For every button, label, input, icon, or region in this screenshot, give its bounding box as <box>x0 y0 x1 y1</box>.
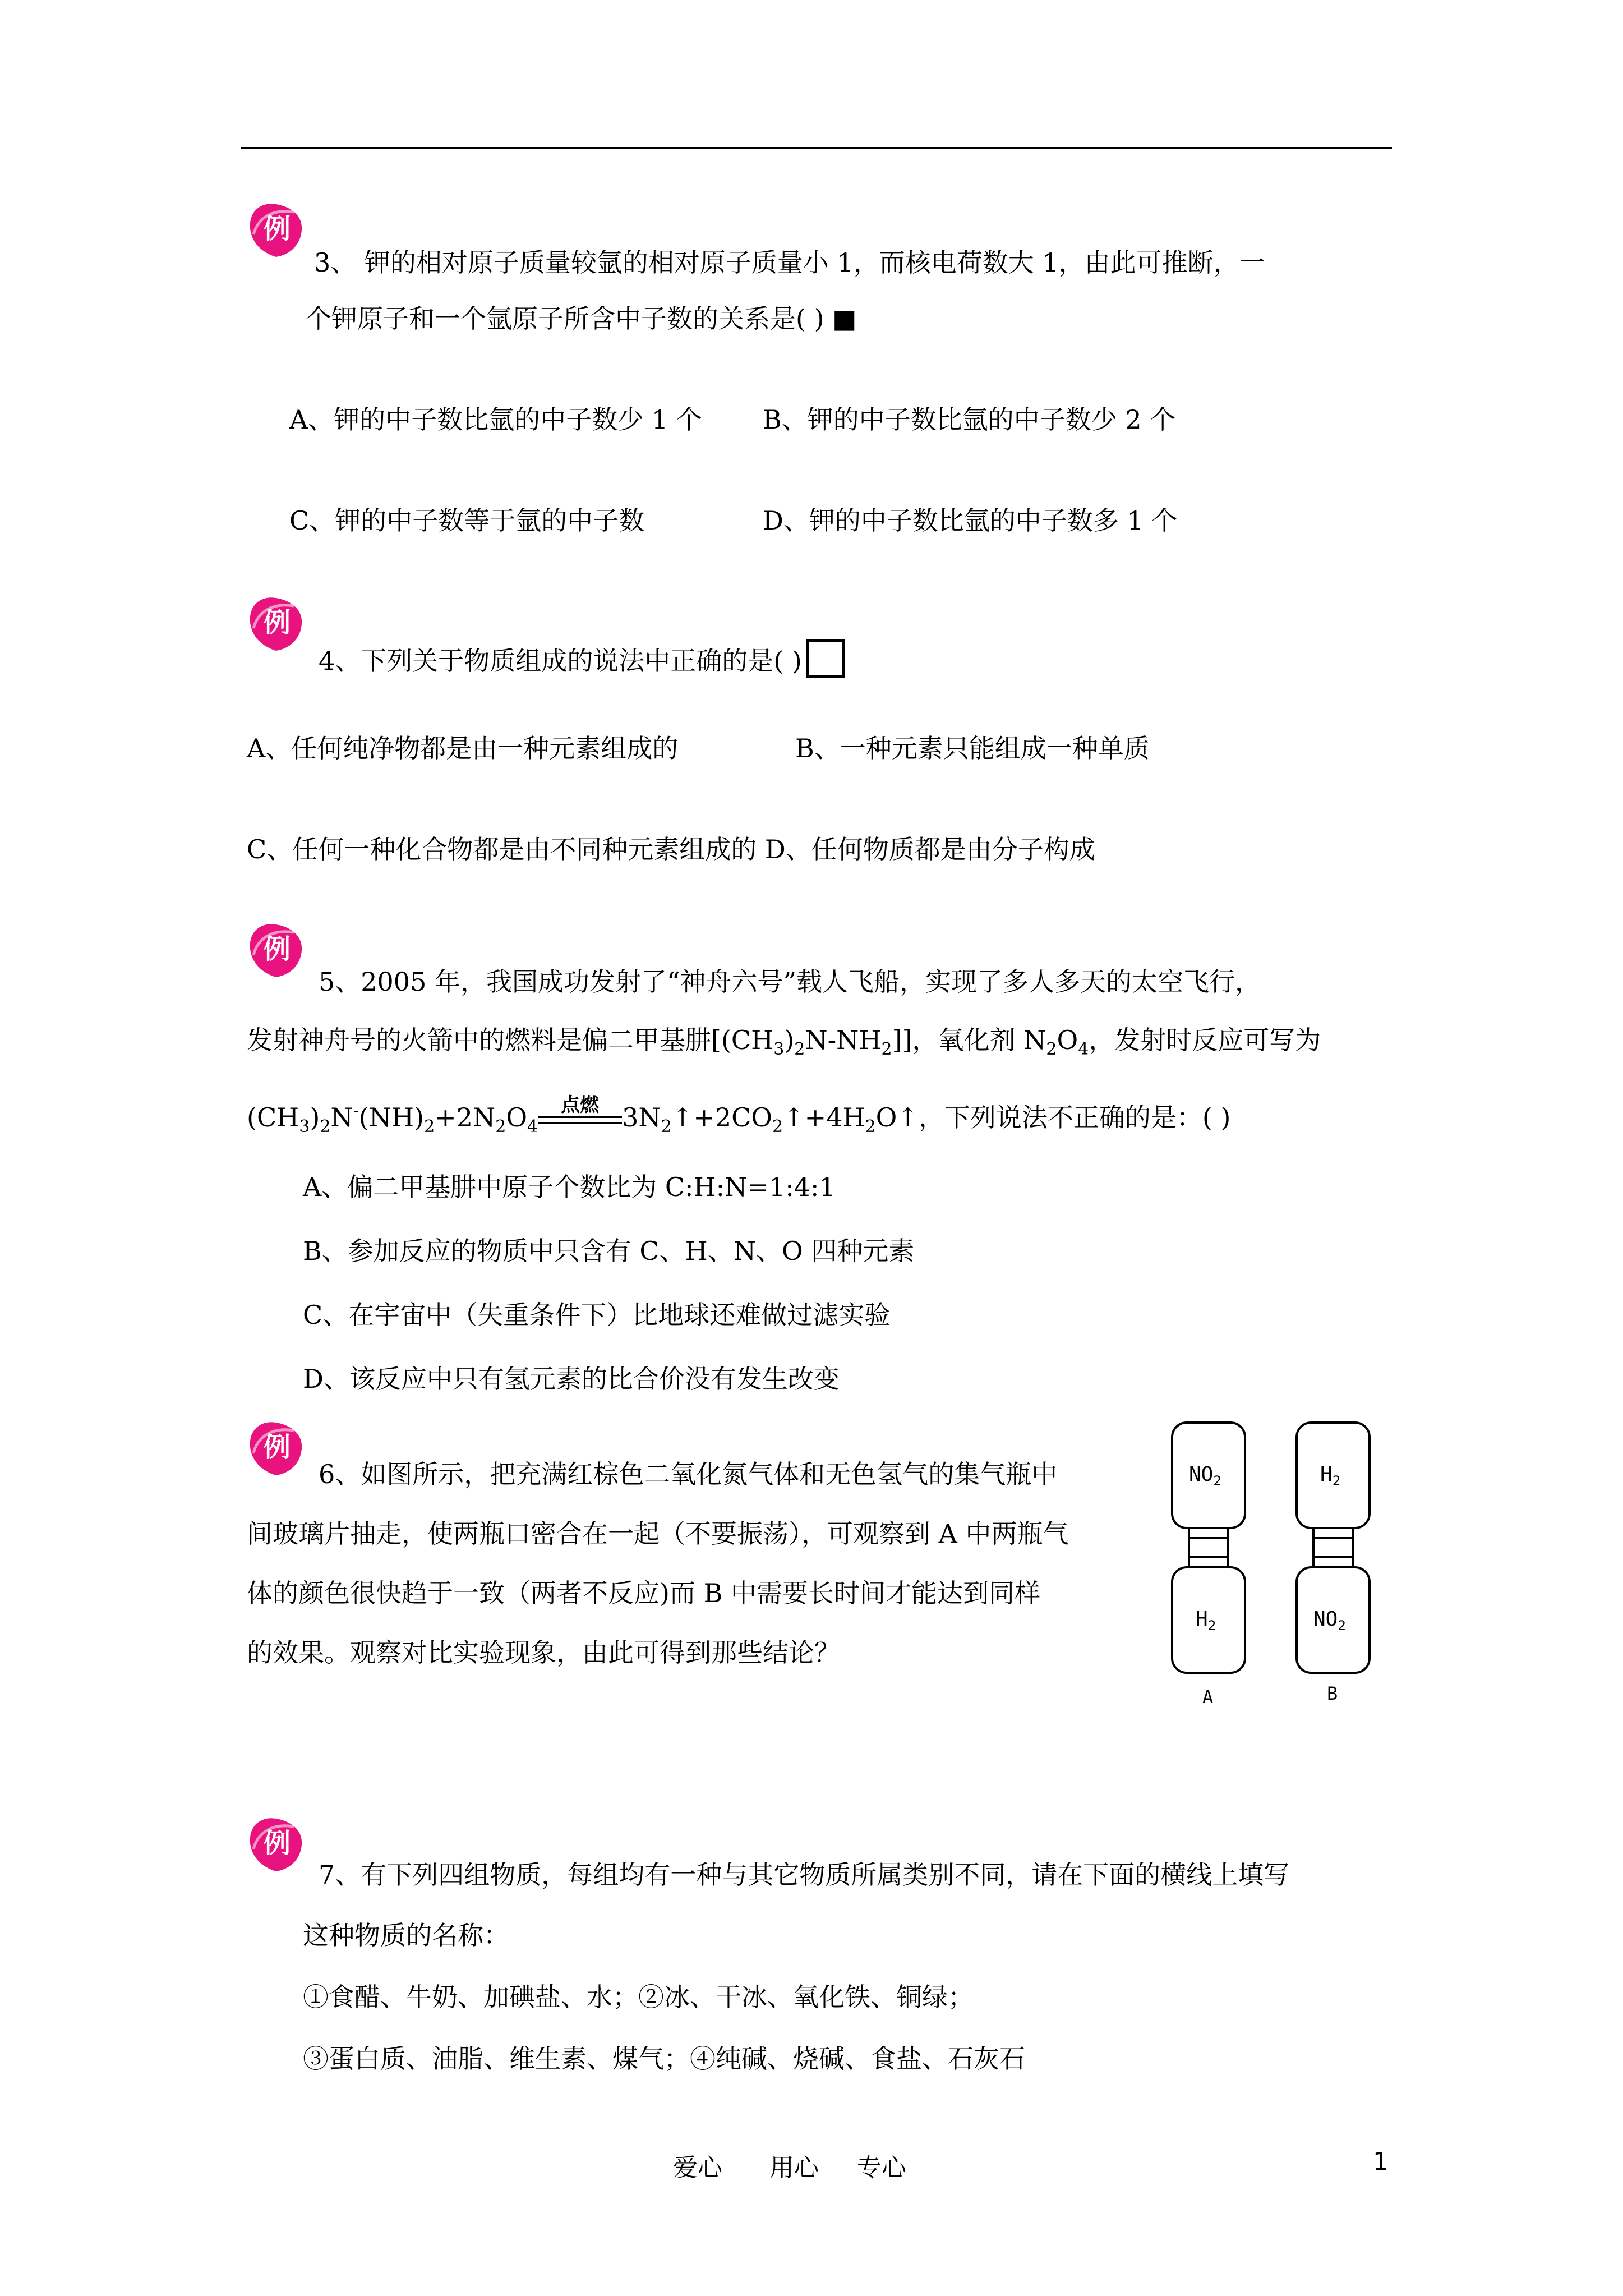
svg-text:例: 例 <box>263 213 291 245</box>
label-a: A <box>1202 1686 1214 1708</box>
eq-text: (CH <box>247 1102 299 1133</box>
eq-sub: 2 <box>772 1117 783 1137</box>
q3-stem-line1: 3、 钾的相对原子质量较氩的相对原子质量小 1，而核电荷数大 1，由此可推断，一 <box>314 247 1265 278</box>
q5-option-d: D、该反应中只有氢元素的比合价没有发生改变 <box>303 1364 840 1394</box>
q5-sub: 2 <box>794 1039 805 1059</box>
q5-equation <box>247 1094 1231 1137</box>
q5-sub: 2 <box>881 1039 892 1059</box>
eq-text: N <box>330 1102 353 1133</box>
q4-option-b: B、一种元素只能组成一种单质 <box>795 733 1150 763</box>
eq-text: O↑，下列说法不正确的是：( ) <box>875 1102 1231 1133</box>
q5-text: O <box>1057 1025 1078 1055</box>
eq-sub: 2 <box>320 1117 331 1137</box>
footer-motto-2: 用心 <box>769 2154 819 2182</box>
q4-stem <box>319 639 845 678</box>
svg-text:例: 例 <box>263 1828 291 1859</box>
b-bottom-gas: $NO_2$ <box>1313 1608 1346 1634</box>
example-badge-icon <box>247 201 305 259</box>
condition-text: 点燃 <box>561 1094 600 1116</box>
eq-sup: - <box>353 1101 359 1121</box>
eq-text: ↑+2CO <box>671 1102 773 1133</box>
q4-option-a: A、任何纯净物都是由一种元素组成的 <box>247 733 679 763</box>
q6-stem-line1: 6、如图所示，把充满红棕色二氧化氮气体和无色氢气的集气瓶中 <box>319 1459 1058 1489</box>
q5-sub: 4 <box>1078 1039 1089 1059</box>
q5-text: ) <box>784 1025 795 1055</box>
eq-text: 3N <box>622 1102 661 1133</box>
q4-options-cd: C、任何一种化合物都是由不同种元素组成的 D、任何物质都是由分子构成 <box>247 834 1095 864</box>
example-badge-icon <box>247 1815 305 1874</box>
q4-stem-text: 4、下列关于物质组成的说法中正确的是( ) <box>319 646 802 676</box>
example-badge-icon <box>247 1419 305 1478</box>
q3-option-a: A、钾的中子数比氩的中子数少 1 个 <box>289 404 702 435</box>
q7-group-line1: ①食醋、牛奶、加碘盐、水；②冰、干冰、氧化铁、铜绿； <box>303 1982 974 2012</box>
svg-text:例: 例 <box>263 1432 291 1463</box>
svg-text:例: 例 <box>263 933 291 965</box>
eq-text: O <box>506 1102 528 1133</box>
example-badge-icon <box>247 595 305 653</box>
q6-stem-line4: 的效果。观察对比实验现象，由此可得到那些结论？ <box>247 1637 840 1668</box>
q3-option-d: D、钾的中子数比氩的中子数多 1 个 <box>763 505 1178 536</box>
eq-sub: 4 <box>527 1117 538 1137</box>
eq-sub: 2 <box>495 1117 506 1137</box>
q5-text: N-NH <box>805 1025 882 1055</box>
q5-sub: 2 <box>1046 1039 1057 1059</box>
footer-motto-1: 爱心 <box>673 2154 722 2182</box>
eq-sub: 3 <box>299 1117 310 1137</box>
answer-box <box>806 639 845 678</box>
a-bottom-gas: $H_2$ <box>1196 1608 1216 1634</box>
q3-option-c: C、钾的中子数等于氩的中子数 <box>289 505 645 536</box>
q5-text: ]]，氧化剂 N <box>892 1025 1046 1055</box>
eq-sub: 2 <box>424 1117 435 1137</box>
eq-text: ) <box>310 1102 320 1133</box>
q5-stem-line2 <box>247 1023 1321 1057</box>
eq-sub: 2 <box>661 1117 672 1137</box>
example-badge-icon <box>247 921 305 979</box>
q3-option-b: B、钾的中子数比氩的中子数少 2 个 <box>763 404 1176 435</box>
svg-text:例: 例 <box>263 607 291 638</box>
q5-text: ，发射时反应可写为 <box>1089 1025 1321 1055</box>
q7-group-line2: ③蛋白质、油脂、维生素、煤气；④纯碱、烧碱、食盐、石灰石 <box>303 2044 1025 2074</box>
q5-stem-line1: 5、2005 年，我国成功发射了“神舟六号”载人飞船，实现了多人多天的太空飞行， <box>319 967 1261 997</box>
q7-stem-line2: 这种物质的名称： <box>303 1920 509 1950</box>
eq-text: +2N <box>435 1102 496 1133</box>
header-rule <box>241 147 1392 149</box>
page-number: 1 <box>1373 2147 1389 2176</box>
a-top-gas: $NO_2$ <box>1189 1463 1221 1489</box>
q5-text: 发射神舟号的火箭中的燃料是偏二甲基肼[(CH <box>247 1025 774 1055</box>
q5-option-a: A、偏二甲基肼中原子个数比为 C:H:N=1:4:1 <box>303 1172 836 1202</box>
q7-stem-line1: 7、有下列四组物质，每组均有一种与其它物质所属类别不同，请在下面的横线上填写 <box>319 1860 1290 1890</box>
gas-jar-figure <box>1166 1419 1391 1711</box>
q5-option-c: C、在宇宙中（失重条件下）比地球还难做过滤实验 <box>303 1300 891 1330</box>
label-b: B <box>1327 1683 1338 1704</box>
q6-stem-line3: 体的颜色很快趋于一致（两者不反应)而 B 中需要长时间才能达到同样 <box>247 1578 1040 1608</box>
q5-option-b: B、参加反应的物质中只含有 C、H、N、O 四种元素 <box>303 1236 915 1266</box>
q3-stem-line2: 个钾原子和一个氩原子所含中子数的关系是( ) ■ <box>306 303 857 334</box>
footer-motto-3: 专心 <box>857 2154 906 2182</box>
eq-text: ↑+4H <box>783 1102 865 1133</box>
eq-text: (NH) <box>358 1102 425 1133</box>
q5-sub: 3 <box>773 1039 785 1059</box>
q6-stem-line2: 间玻璃片抽走，使两瓶口密合在一起（不要振荡），可观察到 A 中两瓶气 <box>247 1519 1069 1549</box>
b-top-gas: $H_2$ <box>1320 1463 1341 1489</box>
reaction-condition <box>538 1094 622 1134</box>
eq-sub: 2 <box>865 1117 876 1137</box>
